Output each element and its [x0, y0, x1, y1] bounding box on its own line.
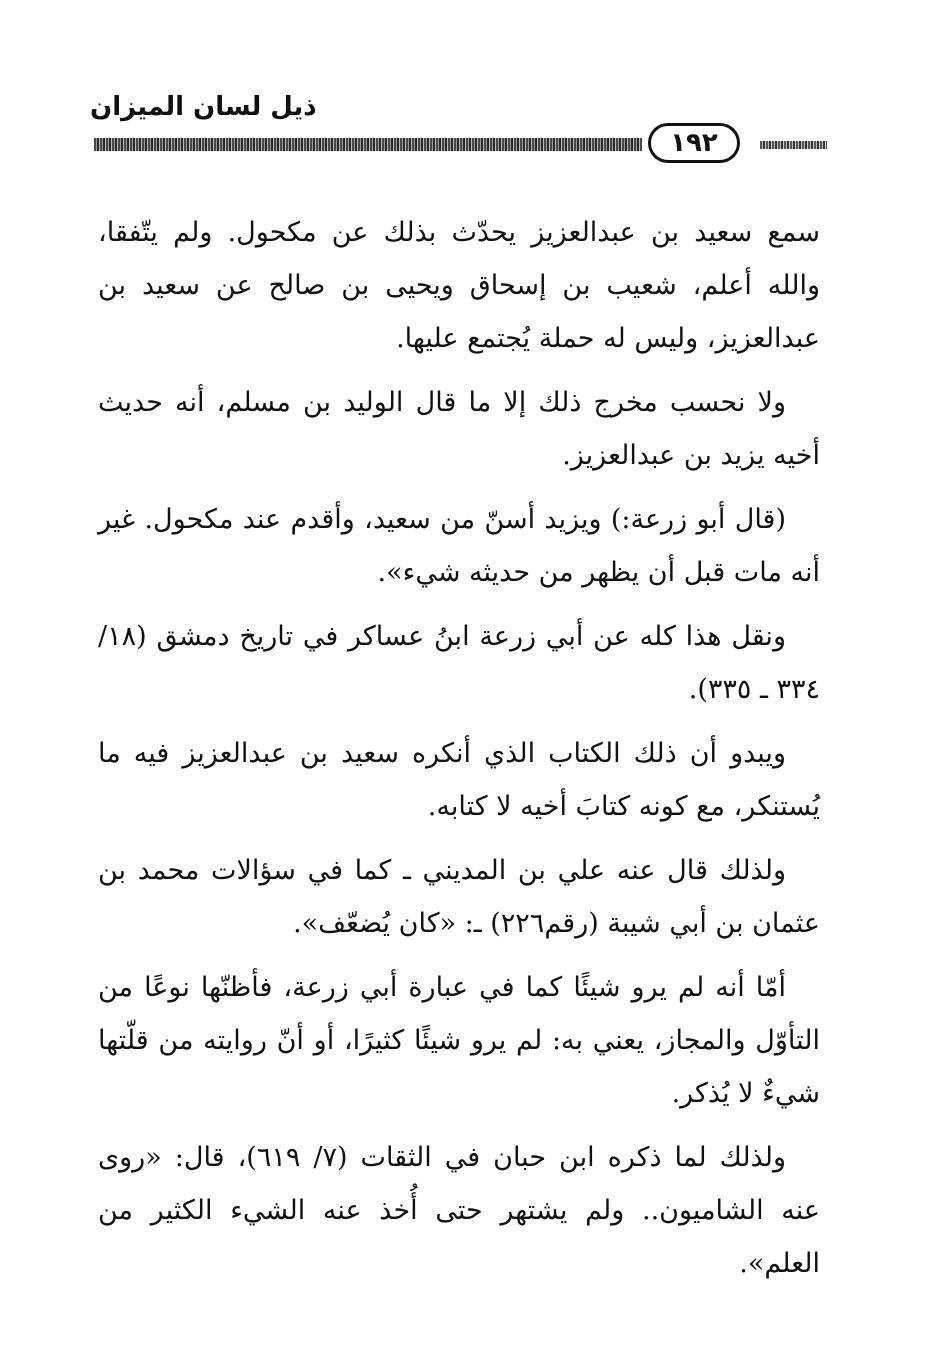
- paragraph: ولذلك قال عنه علي بن المديني ـ كما في سؤالات محمد بن عثمان بن أبي شيبة (رقم٢٢٦) ـ: «كان يُضعّف».: [98, 855, 820, 939]
- header-rule-right: [760, 141, 827, 149]
- paragraph: ولا نحسب مخرج ذلك إلا ما قال الوليد بن مسلم، أنه حديث أخيه يزيد بن عبدالعزيز.: [98, 387, 820, 471]
- paragraph: (قال أبو زرعة:) ويزيد أسنّ من سعيد، وأقدم عند مكحول. غير أنه مات قبل أن يظهر من حديثه شيء».: [98, 504, 820, 588]
- paragraph: ولذلك لما ذكره ابن حبان في الثقات (٧/ ٦١٩)، قال: «روى عنه الشاميون.. ولم يشتهر حتى أُخذ عنه الشيء الكثير من العلم».: [98, 1142, 820, 1279]
- header-rule-left: [94, 138, 642, 151]
- paragraph: سمع سعيد بن عبدالعزيز يحدّث بذلك عن مكحول. ولم يتّفقا، والله أعلم، شعيب بن إسحاق ويحيى بن صالح عن سعيد بن عبدالعزيز، وليس له حملة يُجتمع عليها.: [98, 217, 821, 354]
- paragraph: ونقل هذا كله عن أبي زرعة ابنُ عساكر في تاريخ دمشق (١٨/ ٣٣٤ ـ ٣٣٥).: [98, 621, 820, 705]
- page-header: [0, 0, 931, 170]
- paragraph: أمّا أنه لم يرو شيئًا كما في عبارة أبي زرعة، فأظنّها نوعًا من التأوّل والمجاز، يعني به: لم يرو شيئًا كثيرًا، أو أنّ روايته من قلّتها شيءٌ لا يُذكر.: [98, 972, 820, 1109]
- paragraph: ويبدو أن ذلك الكتاب الذي أنكره سعيد بن عبدالعزيز فيه ما يُستنكر، مع كونه كتابَ أخيه لا كتابه.: [98, 738, 820, 822]
- running-title: ذيل لسان الميزان: [90, 92, 317, 122]
- body-text: [98, 206, 820, 1301]
- page-number: ١٩٢: [648, 123, 740, 163]
